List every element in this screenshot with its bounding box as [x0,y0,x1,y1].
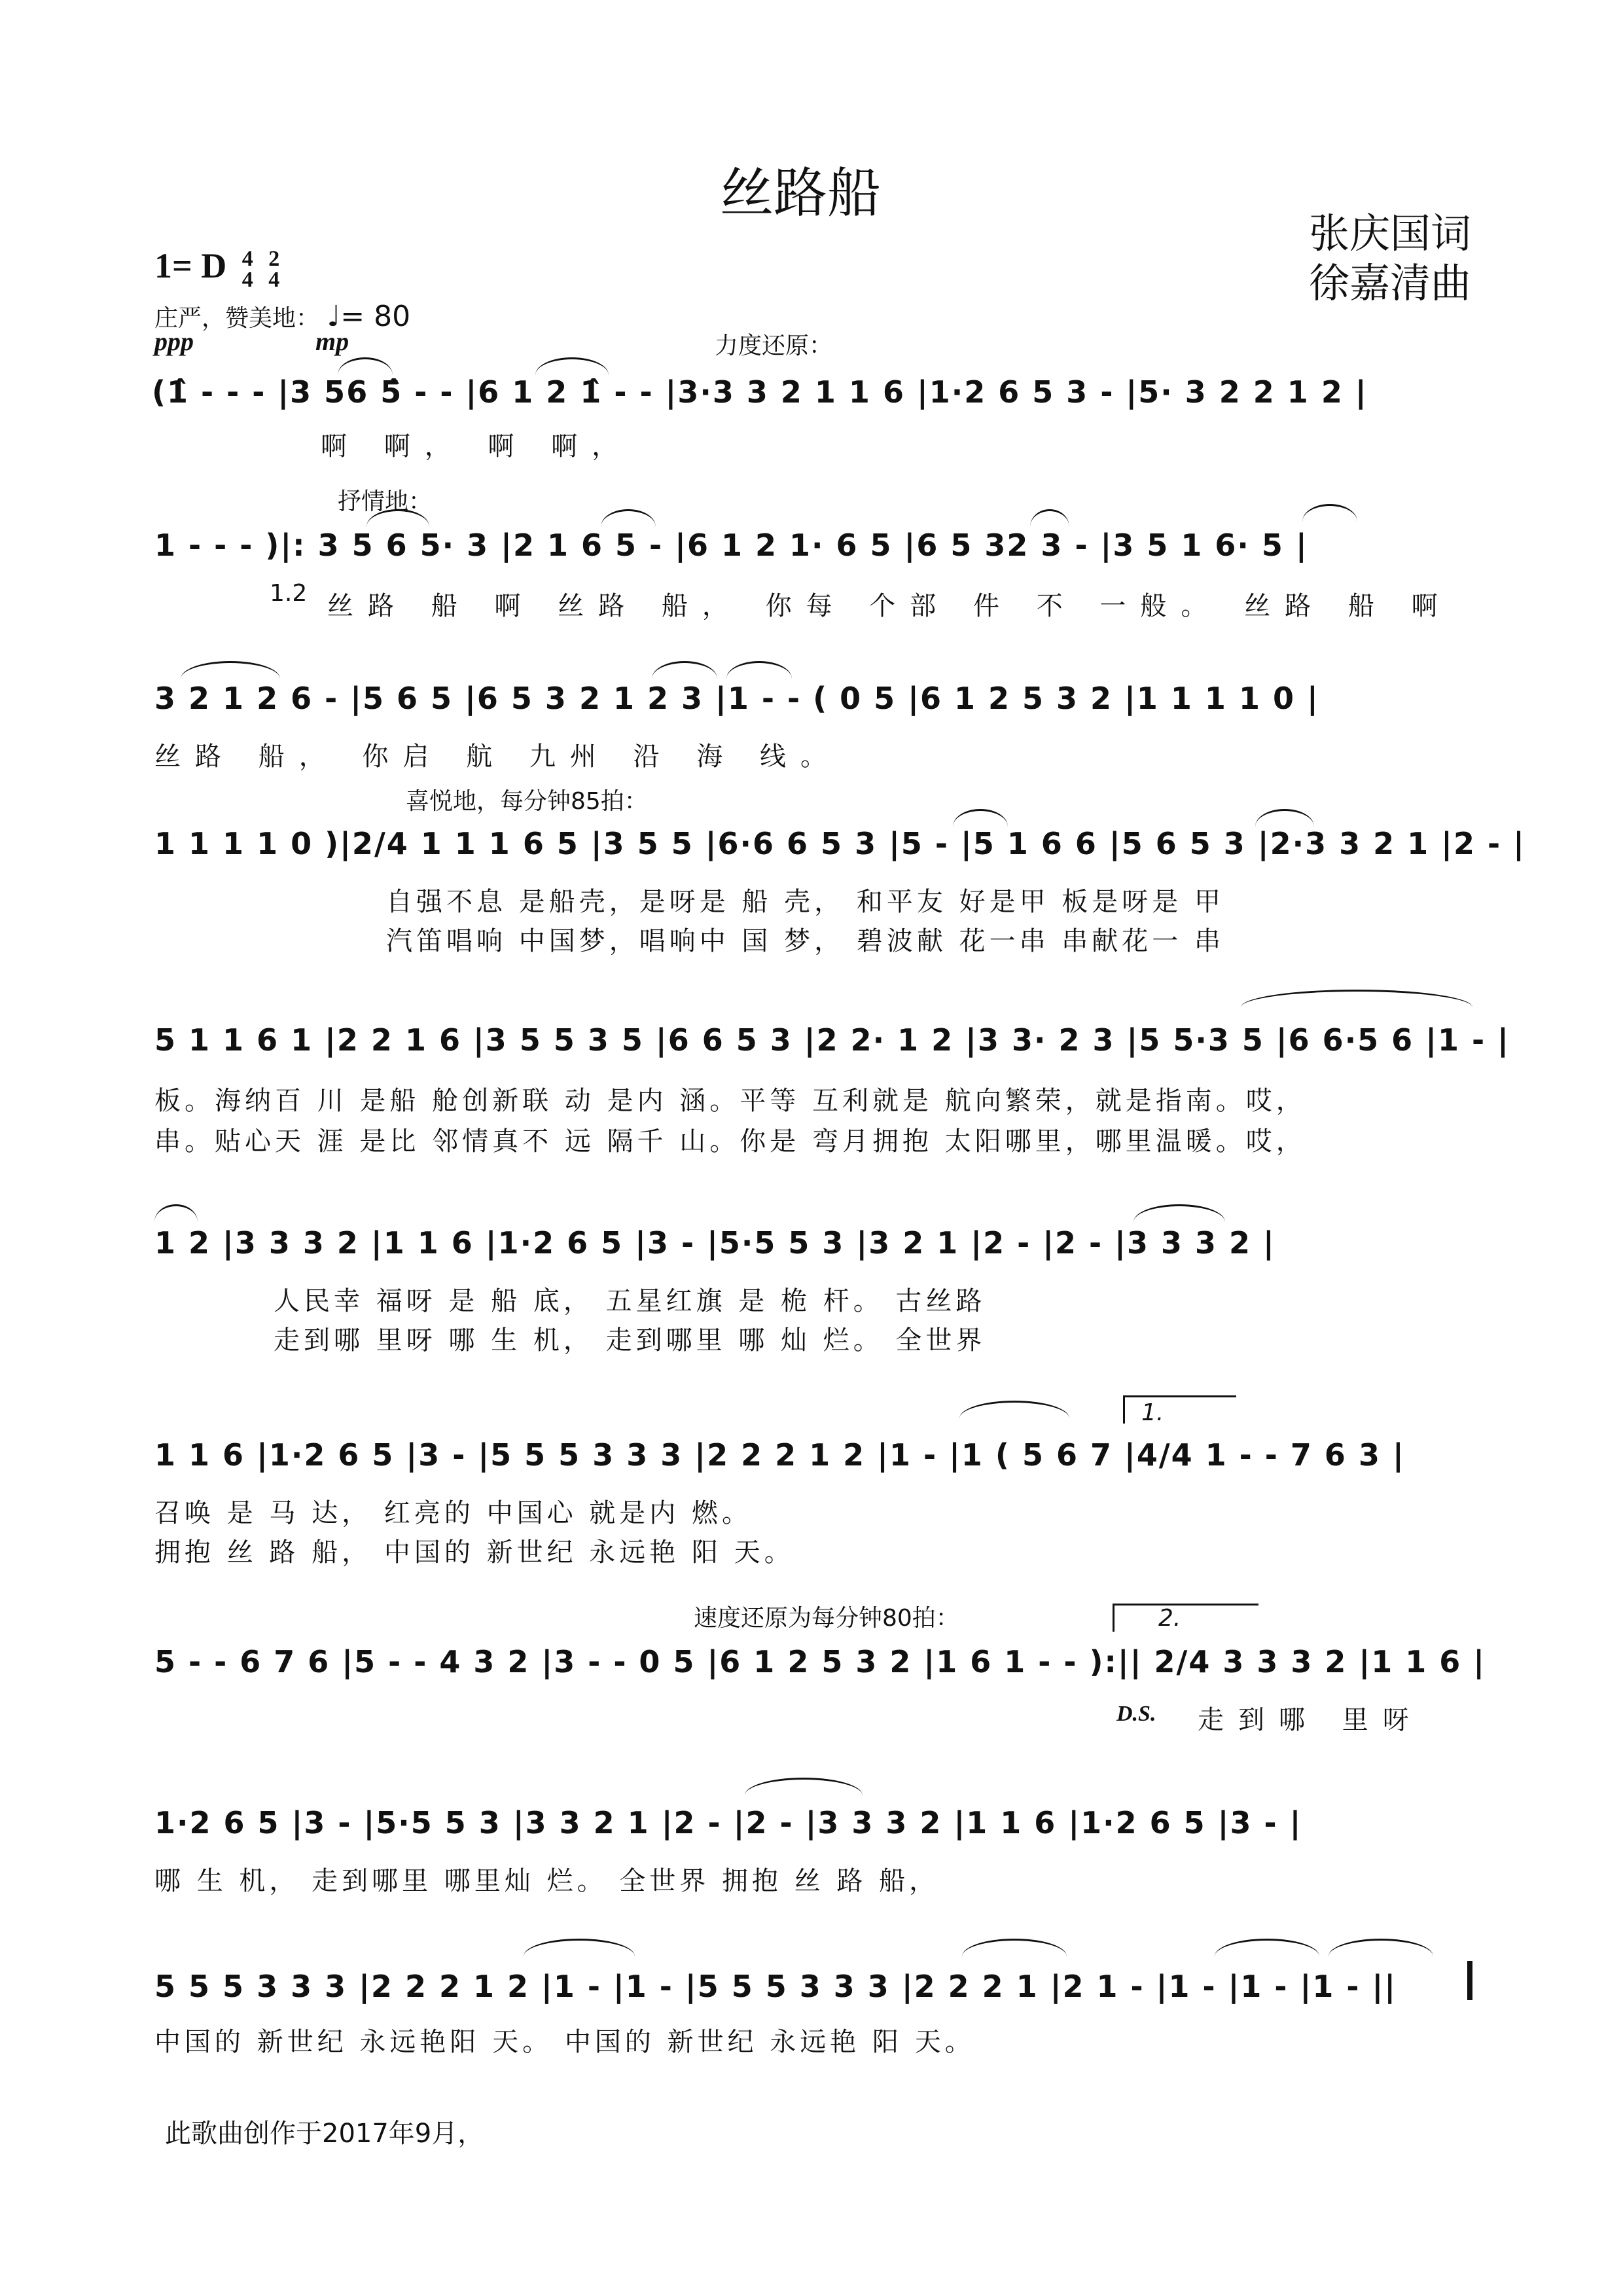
lyrics-line-8: 走到哪 里呀 [1198,1705,1423,1735]
slur [524,1939,635,1956]
composer-credit: 徐嘉清曲 [1309,259,1472,307]
slur [953,809,1008,827]
tempo-bpm: ♩= 80 [327,300,411,333]
key-label: 1= D [154,246,227,285]
score-line-10: 5 5 5 3 3 3 |2 2 2 1 2 |1 - |1 - |5 5 5 3 3 3 |2 2 2 1 |2 1 - |1 - |1 - |1 - || [154,1969,1397,2004]
composition-note: 此歌曲创作于2017年9月， [165,2119,484,2149]
ds-marking: D.S. [1116,1702,1156,1726]
score-line-4: 1 1 1 1 0 )|2/4 1 1 1 6 5 |3 5 5 |6·6 6 5 3 |5 - |5 1 6 6 |5 6 5 3 |2·3 3 2 1 |2 - | [154,826,1525,861]
lyrics-line-4b: 汽笛唱响 中国梦，唱响中 国 梦， 碧波献 花一串 串献花一 串 [386,926,1225,956]
score-line-3: 3 2 1 2 6 - |5 6 5 |6 5 3 2 1 2 3 |1 - - ( 0 5 |6 1 2 5 3 2 |1 1 1 1 0 | [154,681,1319,716]
dynamic-ppp: ppp [154,327,194,356]
slur [535,357,609,375]
volta-2-bracket [1113,1604,1258,1632]
marking-force-restore: 力度还原： [715,332,833,359]
lyrics-line-10: 中国的 新世纪 永远艳阳 天。 中国的 新世纪 永远艳 阳 天。 [154,2027,975,2057]
slur [181,661,280,679]
ts1-bottom: 4 [241,267,253,292]
time-signature-2-4 [268,246,280,292]
lyrics-line-6a: 人民幸 福呀 是 船 底， 五星红旗 是 桅 杆。 古丝路 [274,1286,986,1316]
lyrics-line-7b: 拥抱 丝 路 船， 中国的 新世纪 永远艳 阳 天。 [154,1537,794,1568]
lyrics-line-2: 丝路 船 啊 丝路 船， 你每 个部 件 不 一般。 丝路 船 啊 [327,591,1452,621]
volta-1-label: 1. [1141,1399,1164,1426]
slur [601,509,656,527]
slur [726,661,792,679]
slur [1133,1204,1225,1222]
lyrics-line-5a: 板。海纳百 川 是船 舱创新联 动 是内 涵。平等 互利就是 航向繁荣，就是指南。哎， [154,1086,1306,1116]
lyrics-line-3: 丝路 船， 你启 航 九州 沿 海 线。 [154,742,842,772]
slur [652,661,717,679]
ts1-top: 4 [241,246,253,271]
slur [959,1401,1069,1418]
lyrics-line-7a: 召唤 是 马 达， 红亮的 中国心 就是内 燃。 [154,1498,753,1528]
marking-lyrical: 抒情地： [338,488,433,515]
slur [745,1778,863,1795]
key-signature [154,245,279,291]
lyricist-credit: 张庆国词 [1309,209,1472,257]
score-line-6: 1 2 |3 3 3 2 |1 1 6 |1·2 6 5 |3 - |5·5 5 3 |3 2 1 |2 - |2 - |3 3 3 2 | [154,1225,1275,1261]
slur [154,1204,198,1222]
slur [338,357,393,375]
lyrics-line-6b: 走到哪 里呀 哪 生 机， 走到哪里 哪 灿 烂。 全世界 [274,1325,986,1355]
marking-joyful: 喜悦地，每分钟85拍： [406,788,648,815]
marking-speed-restore: 速度还原为每分钟80拍： [694,1605,959,1632]
ts2-bottom: 4 [268,267,280,292]
score-line-1: (1̂ - - - |3 56 5̂ - - |6 1 2 1̂ - - |3·3 3 2 1 1 6 |1·2 6 5 3 - |5· 3 2 2 1 2 | [152,374,1368,410]
expression-text: 庄严，赞美地： [154,305,320,332]
slur [1241,990,1472,1007]
slur [1030,509,1069,527]
lyrics-line-1: 啊 啊， 啊 啊， [321,431,633,461]
volta-2-label: 2. [1158,1605,1181,1632]
lyrics-line-4a: 自强不息 是船壳，是呀是 船 壳， 和平友 好是甲 板是呀是 甲 [386,887,1225,917]
time-signature-4-4 [241,246,253,292]
slur [1329,1939,1433,1956]
volta-1-bracket [1123,1395,1236,1424]
score-line-9: 1·2 6 5 |3 - |5·5 5 3 |3 3 2 1 |2 - |2 - |3 3 3 2 |1 1 6 |1·2 6 5 |3 - | [154,1805,1302,1840]
slur [1302,504,1357,522]
lyrics-line-5b: 串。贴心天 涯 是比 邻情真不 远 隔千 山。你是 弯月拥抱 太阳哪里，哪里温暖。哎， [154,1126,1306,1157]
score-line-5: 5 1 1 6 1 |2 2 1 6 |3 5 5 3 5 |6 6 5 3 |2 2· 1 2 |3 3· 2 3 |5 5·3 5 |6 6·5 6 |1 - | [154,1022,1510,1058]
song-title: 丝路船 [720,162,882,224]
score-line-8: 5 - - 6 7 6 |5 - - 4 3 2 |3 - - 0 5 |6 1 2 5 3 2 |1 6 1 - - ):|| 2/4 3 3 3 2 |1 1 6 | [154,1644,1486,1679]
slur [1255,809,1314,827]
ts2-top: 2 [268,246,280,271]
slur [962,1939,1067,1956]
score-line-7: 1 1 6 |1·2 6 5 |3 - |5 5 5 3 3 3 |2 2 2 1 2 |1 - |1 ( 5 6 7 |4/4 1 - - 7 6 3 | [154,1437,1405,1473]
slur [1215,1939,1319,1956]
score-line-2: 1 - - - )|: 3 5 6 5· 3 |2 1 6 5 - |6 1 2 1· 6 5 |6 5 32 3 - |3 5 1 6· 5 | [154,528,1308,563]
final-barline [1467,1961,1472,2000]
dynamic-mp: mp [315,327,349,356]
verse-number: 1.2 [270,580,308,607]
lyrics-line-9: 哪 生 机， 走到哪里 哪里灿 烂。 全世界 拥抱 丝 路 船， [154,1866,940,1896]
